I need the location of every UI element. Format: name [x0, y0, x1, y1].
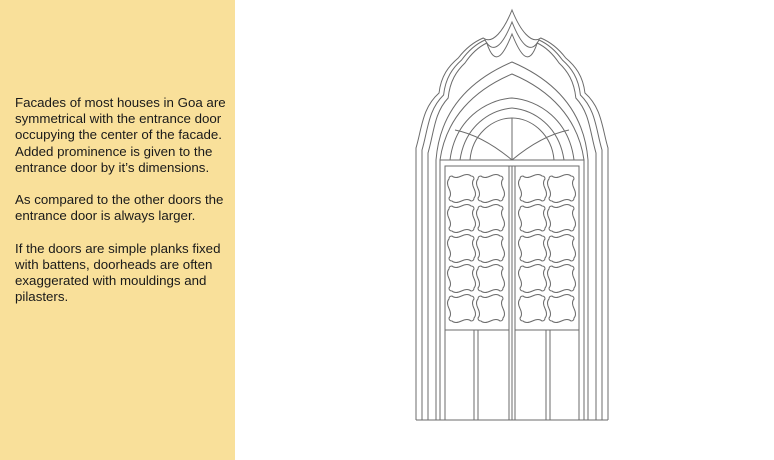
- door-panel-r3-c3: [519, 235, 547, 263]
- paragraph-facade-symmetry: Facades of most houses in Goa are symmetrical with the entrance door occupying the center of the facade. Added prominence is given to the entrance door by it’s dimensions.: [15, 95, 226, 175]
- door-panel-r2-c1: [448, 205, 476, 233]
- door-panel-r5-c2: [477, 295, 505, 323]
- entrance-door-illustration: [400, 0, 624, 430]
- door-panel-r5-c3: [519, 295, 547, 323]
- door-panel-r3-c4: [548, 235, 576, 263]
- door-panel-r4-c1: [448, 265, 476, 293]
- door-panel-r4-c3: [519, 265, 547, 293]
- door-panel-r2-c4: [548, 205, 576, 233]
- door-line-drawing: [416, 10, 608, 420]
- door-panel-r5-c4: [548, 295, 576, 323]
- door-panel-r1-c1: [448, 175, 476, 203]
- door-panel-r4-c4: [548, 265, 576, 293]
- text-panel: [0, 0, 235, 460]
- door-panel-r1-c4: [548, 175, 576, 203]
- door-panel-r4-c2: [477, 265, 505, 293]
- door-panel-r1-c3: [519, 175, 547, 203]
- paragraph-door-size: As compared to the other doors the entrance door is always larger.: [15, 192, 224, 224]
- door-panel-r1-c2: [477, 175, 505, 203]
- door-panel-r3-c1: [448, 235, 476, 263]
- door-panel-r2-c3: [519, 205, 547, 233]
- door-panel-r2-c2: [477, 205, 505, 233]
- description-text: [15, 95, 227, 322]
- door-panel-r5-c1: [448, 295, 476, 323]
- door-panel-r3-c2: [477, 235, 505, 263]
- paragraph-doorheads: If the doors are simple planks fixed with battens, doorheads are often exaggerated with mouldings and pilasters.: [15, 240, 221, 305]
